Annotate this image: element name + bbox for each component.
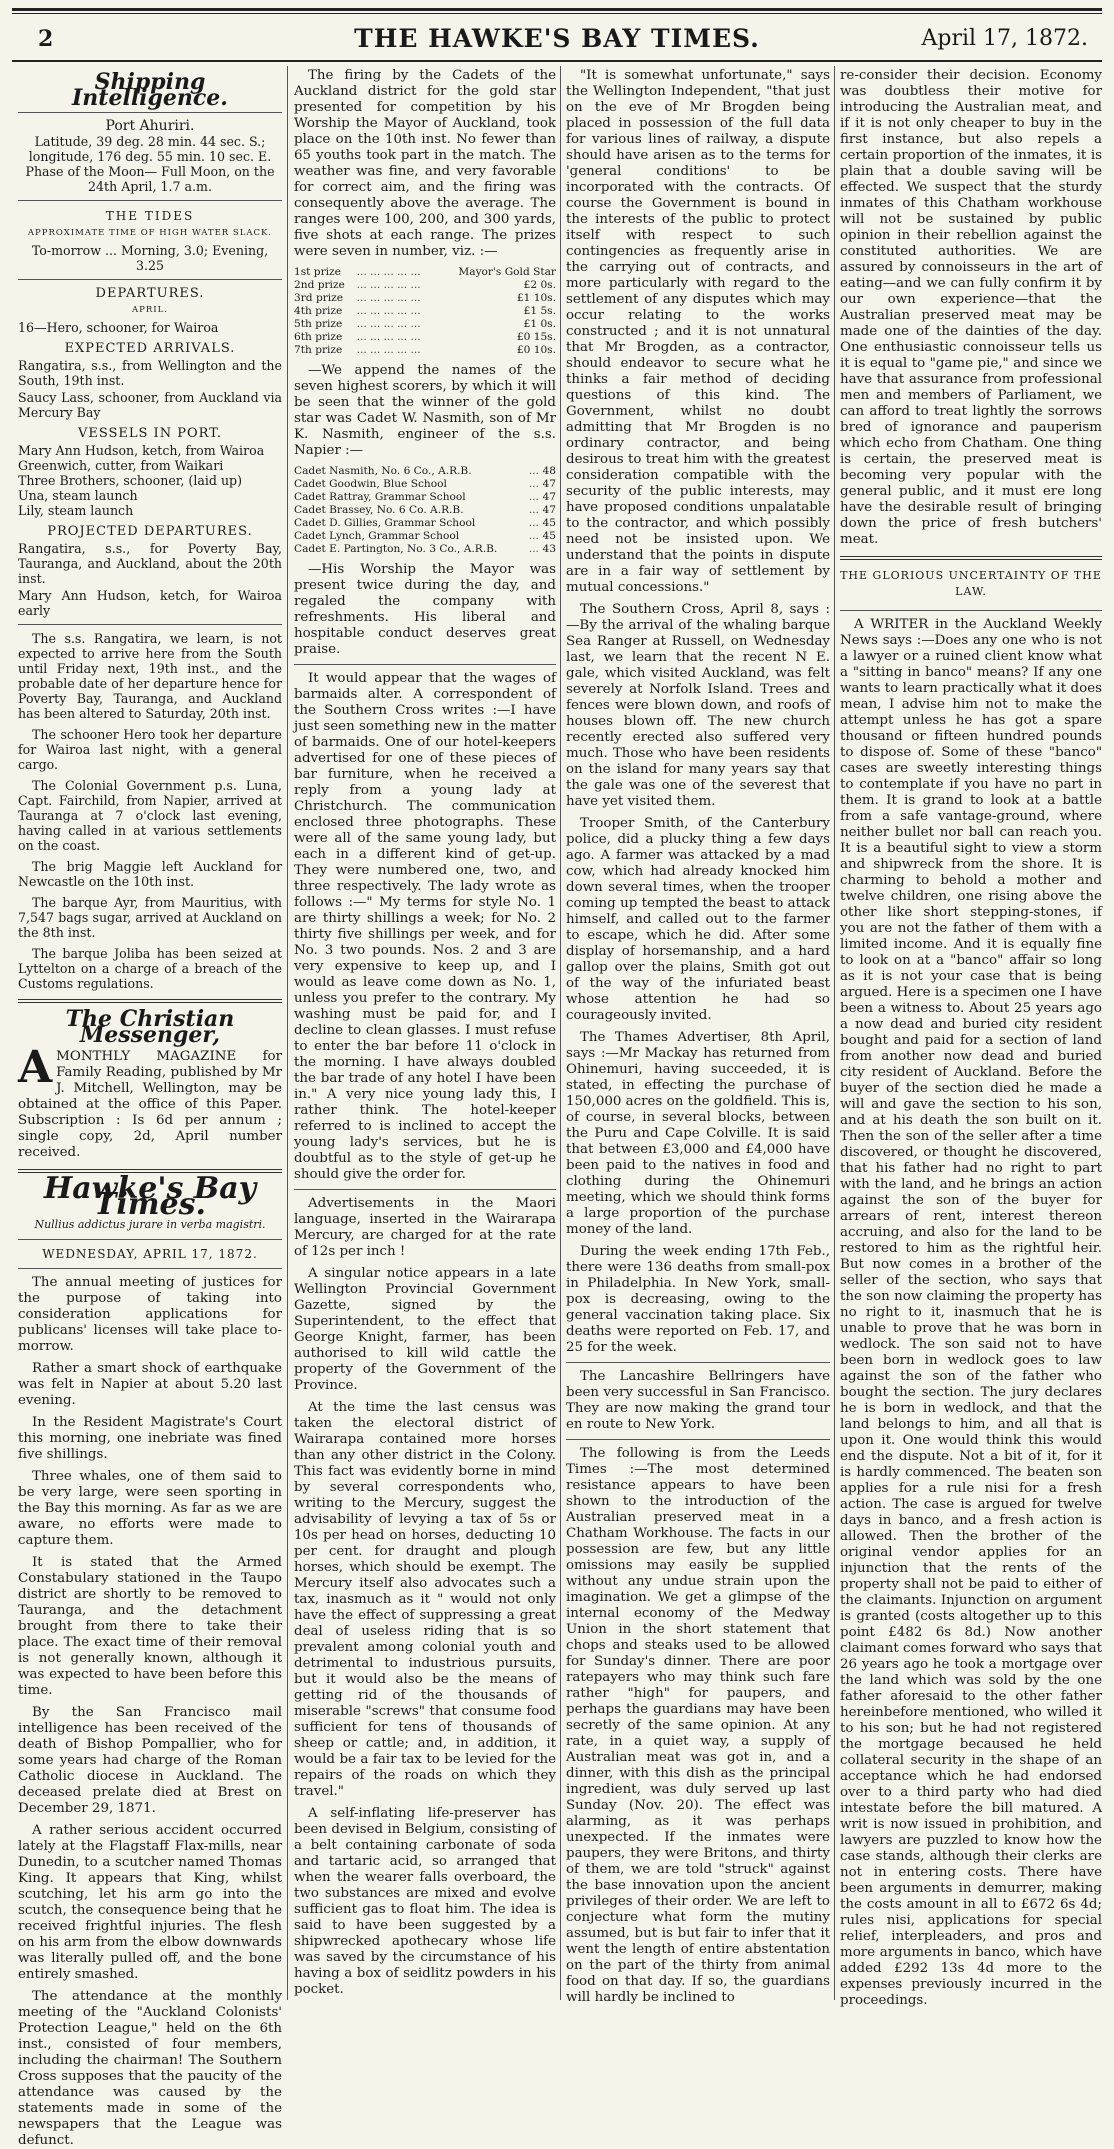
shipping-note: The brig Maggie left Auckland for Newcastle on the 10th inst. [18,859,282,889]
table-row: 5th prize ... ... ... ... ... £1 0s. [294,318,556,330]
prize-amount: £0 10s. [516,344,556,356]
page-number: 2 [38,26,54,52]
shipping-note: The Colonial Government p.s. Luna, Capt. Fairchild, from Napier, arrived at Tauranga at 7 o'clock last evening, having called in at various settlements on the coast. [18,778,282,853]
news-item: By the San Francisco mail intelligence has been received of the death of Bishop Pompallier, who for some years had charge of the Roman Catholic diocese in Auckland. The deceased prelate died at Brest on December 29, 1871. [18,1705,282,1816]
messenger-text: MONTHLY MAGAZINE for Family Reading, published by Mr J. Mitchell, Wellington, may be obtained at the office of this Paper. Subscription : Is 6d per annum ; single copy, 2d, April number received. [18,1049,282,1160]
scorer-score: 45 [542,517,556,529]
editorial-title: Hawke's Bay Times. [43,1171,257,1222]
news-item: —We append the names of the seven highest scorers, by which it will be seen that the winner of the gold star was Cadet W. Nasmith, son of Mr K. Nasmith, engineer of the s.s. Napier :— [294,363,556,458]
vessels-heading: VESSELS IN PORT. [77,426,223,441]
news-item: The annual meeting of justices for the purpose of taking into consideration applications for publicans' licenses will take place to-morrow. [18,1275,282,1354]
prize-place: 2nd prize [294,279,345,291]
divider [566,1439,830,1440]
scorers-table [294,465,556,556]
news-item: —His Worship the Mayor was present twice during the day, and regaled the company with refreshments. His liberal and hospitable conduct deserves great praise. [294,562,556,657]
divider [840,610,1102,611]
departures-month: APRIL. [132,305,168,315]
table-row: Cadet Goodwin, Blue School ... 47 [294,478,556,490]
news-item: During the week ending 17th Feb., there were 136 deaths from small-pox in Philadelphia. In New York, small-pox is decreasing, owing to the general vaccination taking place. Six deaths were reported on Feb. 17, and 25 for the week. [566,1244,830,1355]
law-heading: THE GLORIOUS UNCERTAINTY OF THE LAW. [840,569,1102,598]
prize-place: 7th prize [294,344,343,356]
news-item: It would appear that the wages of barmaids alter. A correspondent of the Southern Cross writes :—I have just seen something new in the matter of barmaids. One of our hotel-keepers advertised for one of these pieces of bar furniture, when he received a reply from a young lady at Christchurch. The communication enclosed three photographs. These were all of the same young lady, but each in a different kind of get-up. They were numbered one, two, and three respectively. The lady wrote as follows :—" My terms for style No. 1 are thirty shillings a week; for No. 2 thirty five shillings per week, and for No. 3 two pounds. Nos. 2 and 3 are very expensive to keep up, and I would as leave come down as No. 1, unless you prefer to the contrary. My washing must be paid for, and I decline to clean glasses. I must refuse to enter the bar before 11 o'clock in the morning. I have always doubled the bar trade of any hotel I have been in." A very nice young lady this, I rather think. The hotel-keeper referred to is inclined to accept the young lady's services, but he is doubtful as to the style of get-up he should give the order for. [294,671,556,1182]
moon-phase: Phase of the Moon— Full Moon, on the 24th April, 1.7 a.m. [25,164,275,194]
news-item: Advertisements in the Maori language, inserted in the Wairarapa Mercury, are charged for at the rate of 12s per inch ! [294,1196,556,1259]
list-item: Mary Ann Hudson, ketch, for Wairoa early [18,588,282,618]
news-item: At the time the last census was taken the electoral district of Wairarapa contained more horses than any other district in the Colony. This fact was evidently borne in mind by several correspondents who, writing to the Mercury, suggest the advisability of levying a tax of 5s or 10s per head on horses, deducting 10 per cent. for draught and plough horses, which should be exempt. The Mercury itself also advocates such a tax, inasmuch as it " would not only have the effect of suppressing a great deal of useless riding that is so prevalent among colonial youth and detrimental to industrious pursuits, but it would also be the means of getting rid of the thousands of miserable "screws" that consume food sufficient for tens of thousands of sheep or cattle; and, in addition, it would be a fair tax to be levied for the repairs of the roads on which they travel." [294,1400,556,1799]
column-2 [294,68,556,2000]
table-row: Cadet E. Partington, No. 3 Co., A.R.B. ... 43 [294,543,556,555]
divider [566,1362,830,1363]
prize-place: 1st prize [294,266,341,278]
table-row: Cadet D. Gillies, Grammar School ... 45 [294,517,556,529]
table-row: 3rd prize ... ... ... ... ... £1 10s. [294,292,556,304]
scorer-score: 47 [542,504,556,516]
prize-amount: £1 10s. [516,292,556,304]
divider [18,999,282,1003]
news-item: Three whales, one of them said to be very large, were seen sporting in the Bay this morning. As far as we are aware, no efforts were made to capture them. [18,1469,282,1548]
divider [18,1268,282,1269]
scorer-name: Cadet Lynch, Grammar School [294,530,460,542]
scorer-name: Cadet Nasmith, No. 6 Co., A.R.B. [294,465,472,477]
list-item: Rangatira, s.s., for Poverty Bay, Tauranga, and Auckland, about the 20th inst. [18,541,282,586]
prize-place: 6th prize [294,331,343,343]
masthead [12,20,1102,60]
divider [294,1189,556,1190]
scorer-score: 43 [542,543,556,555]
issue-date: April 17, 1872. [921,26,1088,51]
divider [840,556,1102,560]
scorer-score: 45 [542,530,556,542]
news-item: "It is somewhat unfortunate," says the Wellington Independent, "that just on the eve of Mr Brogden being placed in possession of the full data for various lines of railway, a dispute should have arisen as to the terms for 'general conditions' to be incorporated with the contracts. Of course the Government is bound in the interests of the public to protect itself with respect to such contingencies as frequently arise in the carrying out of contracts, and more particularly with regard to the settlement of any disputes which may occur relating to the works constructed ; and it is not unnatural that Mr Brogden, as a contractor, should endeavor to secure what he thinks a fair method of deciding questions of this kind. The Government, whilst no doubt admitting that Mr Brogden is no ordinary contractor, and being desirous to treat him with the greatest consideration compatible with the security of the public interests, may have proposed conditions unpalatable to the contractor, and which possibly need not be insisted upon. We understand that the points in dispute are in a fair way of settlement by mutual concessions." [566,68,830,595]
top-rule-thin [12,13,1102,14]
prize-amount: Mayor's Gold Star [458,266,556,278]
column-4 [840,68,1102,2008]
scorer-name: Cadet D. Gillies, Grammar School [294,517,476,529]
news-item: The attendance at the monthly meeting of the "Auckland Colonists' Protection League," held on the 6th inst., consisted of four members, including the chairman! The Southern Cross supposes that the paucity of the attendance was caused by the statements made in some of the newspapers that the League was defunct. [18,1989,282,2148]
news-item: Trooper Smith, of the Canterbury police, did a plucky thing a few days ago. A farmer was attacked by a mad cow, which had already knocked him down several times, when the trooper coming up tempted the beast to attack himself, and called out to the farmer to escape, which he did. After some display of horsemanship, and a hard gallop over the plains, Smith got out of the way of the infuriated beast whose attention he had so courageously invited. [566,816,830,1023]
list-item: Greenwich, cutter, from Waikari [18,458,224,473]
scorer-name: Cadet Goodwin, Blue School [294,478,447,490]
news-item: It is stated that the Armed Constabulary stationed in the Taupo district are shortly to be removed to Tauranga, and the detachment brought from there to take their place. The exact time of their removal is not generally known, although it was expected to have been before this time. [18,1555,282,1698]
departures-heading: DEPARTURES. [95,286,205,301]
masthead-rule [12,60,1102,62]
scorer-score: 48 [542,465,556,477]
table-row: 2nd prize ... ... ... ... ... £2 0s. [294,279,556,291]
shipping-section [18,119,282,991]
prize-amount: £2 0s. [523,279,556,291]
shipping-note: The schooner Hero took her departure for Wairoa last night, with a general cargo. [18,727,282,772]
list-item: Una, steam launch [18,488,138,503]
divider [18,200,282,201]
messenger-ad [18,1042,282,1161]
news-item: In the Resident Magistrate's Court this morning, one inebriate was fined five shillings. [18,1415,282,1462]
news-item: A singular notice appears in a late Wellington Provincial Government Gazette, signed by the Superintendent, to the effect that George Knight, farmer, has been authorised to kill wild cattle the property of the Government of the Province. [294,1266,556,1393]
prize-place: 3rd prize [294,292,344,304]
column-1 [18,68,282,2148]
messenger-heading: The Christian Messenger, [65,1006,235,1048]
divider [294,664,556,665]
news-item: The Lancashire Bellringers have been very successful in San Francisco. They are now making the grand tour en route to New York. [566,1369,830,1432]
shipping-note: The barque Joliba has been seized at Lyttelton on a charge of a breach of the Customs regulations. [18,946,282,991]
prize-amount: £1 5s. [523,305,556,317]
column-divider [560,66,561,2000]
divider [18,624,282,625]
list-item: Mary Ann Hudson, ketch, from Wairoa [18,443,265,458]
drop-cap: A [18,1042,53,1093]
news-item: Rather a smart shock of earthquake was felt in Napier at about 5.20 last evening. [18,1361,282,1408]
tides-subheading: APPROXIMATE TIME OF HIGH WATER SLACK. [27,228,273,238]
news-item: A self-inflating life-preserver has been devised in Belgium, consisting of a belt containing carbonate of soda and tartaric acid, so arranged that when the wearer falls overboard, the two substances are mixed and evolve sufficient gas to float him. The idea is said to have been suggested by a shipwrecked apothecary whose life was saved by the circumstance of his having a box of seidlitz powders in his pocket. [294,1806,556,1997]
expected-heading: EXPECTED ARRIVALS. [64,341,236,356]
scorer-name: Cadet Rattray, Grammar School [294,491,466,503]
table-row: 6th prize ... ... ... ... ... £0 15s. [294,331,556,343]
shipping-note: The barque Ayr, from Mauritius, with 7,547 bags sugar, arrived at Auckland on the 8th inst. [18,895,282,940]
news-item: The following is from the Leeds Times :—The most determined resistance appears to have been shown to the introduction of the Australian preserved meat in a Chatham Workhouse. The facts in our possession are few, but any little omissions may easily be supplied without any undue strain upon the imagination. We get a glimpse of the internal economy of the Medway Union in the short statement that chops and steaks used to be allowed for Sunday's dinner. There are poor ratepayers who may think such fare rather "high" for paupers, and perhaps the guardians may have been secretly of the same opinion. At any rate, in a quiet way, a supply of Australian meat was got in, and a dinner, with this dish as the principal ingredient, was duly served up last Sunday (Nov. 20). The effect was alarming, as it was perhaps unexpected. If the inmates were paupers, they were Britons, and thirty of them, we are told "struck" against the base innovation upon the ancient privileges of their order. We are left to conjecture what form the mutiny assumed, but is but fair to infer that it went the length of entire abstentation on the part of the thirty from animal food on that day. If so, the guardians will hardly be inclined to [566,1446,830,2005]
news-item: The Thames Advertiser, 8th April, says :—Mr Mackay has returned from Ohinemuri, having succeeded, it is stated, in effecting the purchase of 150,000 acres on the goldfield. This is, of course, in several blocks, between the Puru and Cape Colville. It is said that between £3,000 and £4,000 have been paid to the natives in food and clothing during the Ohinemuri meeting, which we should think forms a large proportion of the purchase money of the land. [566,1030,830,1237]
tides-times: To-morrow ... Morning, 3.0; Evening, 3.25 [31,243,269,273]
table-row: Cadet Rattray, Grammar School ... 47 [294,491,556,503]
list-item: Lily, steam launch [18,503,134,518]
prize-place: 5th prize [294,318,343,330]
projected-heading: PROJECTED DEPARTURES. [47,524,253,539]
prize-amount: £0 15s. [516,331,556,343]
shipping-note: The s.s. Rangatira, we learn, is not expected to arrive here from the South until Friday next, 19th inst., and the probable date of her departure hence for Poverty Bay, Tauranga, and Auckland has been altered to Saturday, 20th inst. [18,631,282,721]
news-item: The firing by the Cadets of the Auckland district for the gold star presented for competition by his Worship the Mayor of Auckland, took place on the 10th inst. No fewer than 65 youths took part in the match. The weather was fine, and very favorable for correct aim, and the firing was consequently above the average. The ranges were 100, 200, and 300 yards, five shots at each range. The prizes were seven in number, viz. :— [294,68,556,259]
prize-table [294,266,556,357]
editorial-dateline: WEDNESDAY, APRIL 17, 1872. [42,1247,258,1261]
table-row: 7th prize ... ... ... ... ... £0 10s. [294,344,556,356]
port-name: Port Ahuriri. [105,118,195,134]
prize-place: 4th prize [294,305,343,317]
scorer-score: 47 [542,491,556,503]
shipping-heading: Shipping Intelligence. [72,69,228,111]
list-item: Three Brothers, schooner, (laid up) [18,473,243,488]
table-row: Cadet Brassey, No. 6 Co. A.R.B. ... 47 [294,504,556,516]
divider [18,279,282,280]
tides-heading: THE TIDES [105,209,195,223]
table-row: 1st prize ... ... ... ... ... Mayor's Gold Star [294,266,556,278]
table-row: 4th prize ... ... ... ... ... £1 5s. [294,305,556,317]
news-item: The Southern Cross, April 8, says : —By the arrival of the whaling barque Sea Ranger at Russell, on Wednesday last, we learn that the recent N E. gale, which visited Auckland, was felt severely at Norfolk Island. Trees and fences were blown down, and roofs of houses blown off. The new church recently erected also suffered very much. Those who have been residents on the island for many years say that the gale was one of the severest that have yet visited them. [566,602,830,809]
column-3 [566,68,830,2005]
departure-item: 16—Hero, schooner, for Wairoa [18,320,219,335]
scorer-name: Cadet E. Partington, No. 3 Co., A.R.B. [294,543,498,555]
prize-amount: £1 0s. [523,318,556,330]
column-divider [834,66,835,2000]
divider [18,1239,282,1240]
divider [18,112,282,113]
newspaper-title: THE HAWKE'S BAY TIMES. [354,24,760,53]
news-item: A rather serious accident occurred lately at the Flagstaff Flax-mills, near Dunedin, to a scutcher named Thomas King. It appears that King, whilst scutching, let his arm go into the scutch, the consequence being that he received frightful injuries. The flesh on his arm from the elbow downwards was literally pulled off, and the bone entirely smashed. [18,1823,282,1982]
table-row: Cadet Lynch, Grammar School ... 45 [294,530,556,542]
top-rule [12,8,1102,11]
column-divider [287,66,288,2000]
scorer-name: Cadet Brassey, No. 6 Co. A.R.B. [294,504,464,516]
list-item: Rangatira, s.s., from Wellington and the South, 19th inst. [18,358,282,388]
scorer-score: 47 [542,478,556,490]
latitude: Latitude, 39 deg. 28 min. 44 sec. S.; longitude, 176 deg. 55 min. 10 sec. E. [28,134,272,164]
news-item: re-consider their decision. Economy was doubtless their motive for introducing the Australian meat, and if it is not only cheaper to buy in the first instance, but also repels a certain proportion of the inmates, it is plain that a double saving will be effected. We suspect that the sturdy inmates of this Chatham workhouse will not be sustained by public opinion in their rebellion against the constituted authorities. We are assured by connoisseurs in the art of eating—and we can fully confirm it by our own experience—that the Australian preserved meat may be made one of the dainties of the day. One enthusiastic connoisseur tells us it is equal to "game pie," and since we have that assurance from professional men and members of Parliament, we can afford to treat lightly the sorrows bred of ignorance and pauperism which echo from Chatham. One thing is certain, the preserved meat is becoming very popular with the general public, and it must ere long have the desirable result of bringing down the price of fresh butchers' meat. [840,68,1102,547]
list-item: Saucy Lass, schooner, from Auckland via Mercury Bay [18,390,282,420]
editorial-motto: Nullius addictus jurare in verba magistri. [34,1218,266,1231]
news-item: A WRITER in the Auckland Weekly News says :—Does any one who is not a lawyer or a ruined client know what a "sitting in banco" means? If any one wants to learn practically what it does mean, I advise him not to make the attempt unless he has got a spare thousand or fifteen hundred pounds to dispose of. Some of these "banco" cases are sweetly interesting things to contemplate if you have no part in them. It is grand to look at a battle from a safe vantage-ground, where neither bullet nor ball can reach you. It is a beautiful sight to view a storm and shipwreck from the shore. It is charming to behold a mother and twelve children, one rising above the other like short stepping-stones, if you are not the father of them with a limited income. And it is equally fine to look on at a "banco" affair so long as it is not your case that is being argued. Here is a specimen one I have been a witness to. About 25 years ago a now dead and buried city resident bought and paid for a section of land from another now dead and buried city resident of Auckland. Before the buyer of the section died he made a will and gave the section to his son, and at his death the son built on it. Then the son of the seller after a time discovered, or thought he discovered, that his father had no right to part with the land, and he brings an action against the son of the buyer for arrears of rent, interest thereon accruing, and also for the land to be restored to him as the rightful heir. But now comes in a brother of the seller of the section, who says that the son now claiming the property has no right to it, inasmuch that he is unable to prove that he was born in wedlock. The son said not to have been born in wedlock goes to law against the son of the father who bought the section. The jury declares he is born in wedlock, and that the land belongs to him, and all that is upon it. One would think this would end the dispute. Not a bit of it, for it is hardly commenced. The beaten son applies for a rule nisi for a fresh action. The case is argued for twelve days in banco, and a fresh action is allowed. Then the brother of the original vendor applies for an injunction that the rents of the property shall not be paid to either of the claimants. Injunction on argument is granted (costs altogether up to this point £482 6s 8d.) Now another claimant comes forward who says that 26 years ago he took a mortgage over the land which was sold by the one father aforesaid to the other father hereinbefore mentioned, who willed it to his son; but he had not registered the mortgage becaused he held collateral security in the shape of an acceptance which he had endorsed over to a third party who had died intestate before the bill matured. A writ is now issued in prohibition, and lawyers are puzzled to know how the case stands, although their clerks are not in entering costs. There have been arguments in demurrer, making the costs amount in all to £672 6s 4d; rules nisi, applications for special relief, interpleaders, and pros and more arguments in banco, which have added £292 13s 4d more to the expenses previously incurred in the proceedings. [840,617,1102,2008]
table-row: Cadet Nasmith, No. 6 Co., A.R.B. ... 48 [294,465,556,477]
